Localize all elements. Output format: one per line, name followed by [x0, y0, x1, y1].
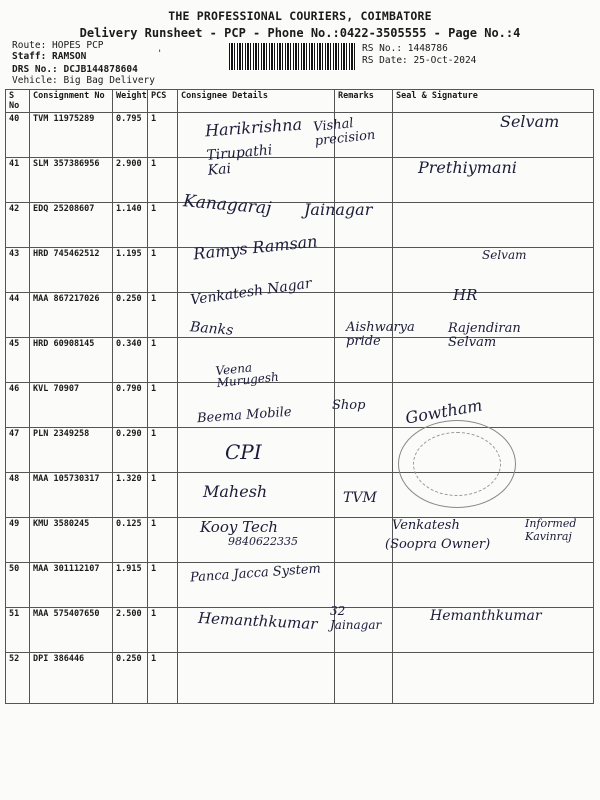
cell-weight: 0.790	[113, 383, 148, 428]
cell-weight: 1.320	[113, 473, 148, 518]
cell-consignment: DPI 386446	[30, 653, 113, 704]
vehicle-label: Vehicle: Big Bag Delivery	[12, 75, 155, 86]
handwriting-remark: TVM	[343, 490, 377, 506]
handwriting-note: Informed Kavinraj	[525, 517, 577, 543]
handwriting-remark: 32 Jainagar	[330, 604, 382, 632]
cell-pcs: 1	[148, 248, 178, 293]
col-consignment: Consignment No	[30, 90, 113, 113]
handwriting-consignee: Veena Murugesh	[214, 360, 280, 391]
handwriting-remark: Venkatesh	[392, 518, 460, 533]
cell-sno: 42	[6, 203, 30, 248]
cell-pcs: 1	[148, 473, 178, 518]
cell-seal	[393, 113, 594, 158]
handwriting-consignee: Beema Mobile	[196, 404, 293, 427]
table-row	[6, 383, 594, 428]
cell-weight: 0.250	[113, 653, 148, 704]
col-seal: Seal & Signature	[393, 90, 594, 113]
cell-consignee	[178, 653, 335, 704]
cell-pcs: 1	[148, 518, 178, 563]
handwriting-consignee: Harikrishna	[204, 114, 303, 141]
cell-consignment: HRD 745462512	[30, 248, 113, 293]
cell-sno: 49	[6, 518, 30, 563]
col-sno: S No	[6, 90, 30, 113]
cell-remarks	[335, 653, 393, 704]
cell-weight: 1.140	[113, 203, 148, 248]
cell-sno: 43	[6, 248, 30, 293]
cell-sno: 46	[6, 383, 30, 428]
cell-consignment: MAA 575407650	[30, 608, 113, 653]
cell-sno: 44	[6, 293, 30, 338]
handwriting-phone: 9840622335	[228, 535, 298, 548]
handwriting-signature: Rajendiran Selvam	[448, 321, 521, 350]
company-seal-stamp	[398, 420, 516, 508]
tick-mark: '	[157, 49, 163, 59]
route-label: Route: HOPES PCP	[12, 40, 104, 51]
handwriting-consignee: Tirupathi Kai	[205, 142, 273, 179]
cell-weight: 0.290	[113, 428, 148, 473]
cell-weight: 1.915	[113, 563, 148, 608]
cell-weight: 0.795	[113, 113, 148, 158]
cell-consignment: MAA 301112107	[30, 563, 113, 608]
col-consignee: Consignee Details	[178, 90, 335, 113]
rs-number: RS No.: 1448786	[362, 43, 448, 54]
cell-pcs: 1	[148, 113, 178, 158]
cell-seal	[393, 653, 594, 704]
company-title: THE PROFESSIONAL COURIERS, COIMBATORE	[168, 9, 432, 23]
cell-sno: 50	[6, 563, 30, 608]
col-pcs: PCS	[148, 90, 178, 113]
handwriting-signature: Selvam	[482, 248, 527, 262]
drs-number: DRS No.: DCJB144878604	[12, 64, 138, 75]
handwriting-consignee: Mahesh	[203, 482, 268, 501]
handwriting-signature: Prethiymani	[418, 158, 517, 177]
handwriting-remark: Vishal precision	[312, 116, 376, 150]
handwriting-signature: Gowtham	[403, 395, 484, 428]
handwriting-signature: Hemanthkumar	[430, 608, 542, 624]
col-remarks: Remarks	[335, 90, 393, 113]
cell-sno: 41	[6, 158, 30, 203]
cell-consignment: TVM 11975289	[30, 113, 113, 158]
cell-pcs: 1	[148, 608, 178, 653]
handwriting-consignee: Hemanthkumar	[197, 608, 318, 634]
table-header-row	[6, 90, 594, 113]
handwriting-signature: Selvam	[500, 112, 560, 131]
cell-pcs: 1	[148, 338, 178, 383]
cell-weight: 0.125	[113, 518, 148, 563]
handwriting-remark: Jainagar	[304, 200, 373, 219]
cell-consignment: KMU 3580245	[30, 518, 113, 563]
table-row	[6, 518, 594, 563]
handwriting-signature: (Soopra Owner)	[385, 537, 491, 552]
handwriting-consignee: Venkatesh Nagar	[189, 275, 313, 309]
handwriting-consignee: CPI	[225, 440, 262, 464]
cell-remarks	[335, 428, 393, 473]
handwriting-remark: Aishwarya pride	[346, 320, 415, 349]
handwriting-consignee: Kooy Tech	[200, 518, 278, 536]
cell-consignment: HRD 60908145	[30, 338, 113, 383]
handwriting-consignee: Panca Jacca System	[189, 561, 322, 586]
cell-weight: 1.195	[113, 248, 148, 293]
cell-remarks	[335, 158, 393, 203]
handwriting-consignee: Kanagaraj	[182, 191, 273, 219]
cell-pcs: 1	[148, 383, 178, 428]
cell-consignment: KVL 70907	[30, 383, 113, 428]
cell-weight: 0.340	[113, 338, 148, 383]
cell-consignment: PLN 2349258	[30, 428, 113, 473]
cell-consignment: EDQ 25208607	[30, 203, 113, 248]
cell-sno: 51	[6, 608, 30, 653]
cell-pcs: 1	[148, 563, 178, 608]
cell-sno: 48	[6, 473, 30, 518]
cell-remarks	[335, 248, 393, 293]
cell-pcs: 1	[148, 293, 178, 338]
cell-consignment: MAA 867217026	[30, 293, 113, 338]
barcode	[229, 43, 356, 70]
cell-remarks	[335, 563, 393, 608]
staff-label: Staff: RAMSON	[12, 51, 87, 62]
cell-pcs: 1	[148, 428, 178, 473]
runsheet-subtitle: Delivery Runsheet - PCP - Phone No.:0422-3505555 - Page No.:4	[79, 26, 521, 40]
cell-seal	[393, 563, 594, 608]
cell-weight: 0.250	[113, 293, 148, 338]
handwriting-remark: Shop	[332, 398, 366, 413]
cell-weight: 2.900	[113, 158, 148, 203]
handwriting-consignee: Ramys Ramsan	[192, 231, 319, 264]
cell-remarks	[335, 518, 393, 563]
cell-seal	[393, 203, 594, 248]
cell-sno: 40	[6, 113, 30, 158]
cell-pcs: 1	[148, 203, 178, 248]
cell-sno: 45	[6, 338, 30, 383]
rs-date: RS Date: 25-Oct-2024	[362, 55, 477, 66]
cell-pcs: 1	[148, 653, 178, 704]
handwriting-consignee: Banks	[189, 319, 234, 339]
cell-consignment: MAA 105730317	[30, 473, 113, 518]
cell-sno: 47	[6, 428, 30, 473]
cell-pcs: 1	[148, 158, 178, 203]
col-weight: Weight	[113, 90, 148, 113]
table-row	[6, 653, 594, 704]
cell-weight: 2.500	[113, 608, 148, 653]
handwriting-signature: HR	[453, 286, 478, 304]
cell-sno: 52	[6, 653, 30, 704]
cell-consignment: SLM 357386956	[30, 158, 113, 203]
